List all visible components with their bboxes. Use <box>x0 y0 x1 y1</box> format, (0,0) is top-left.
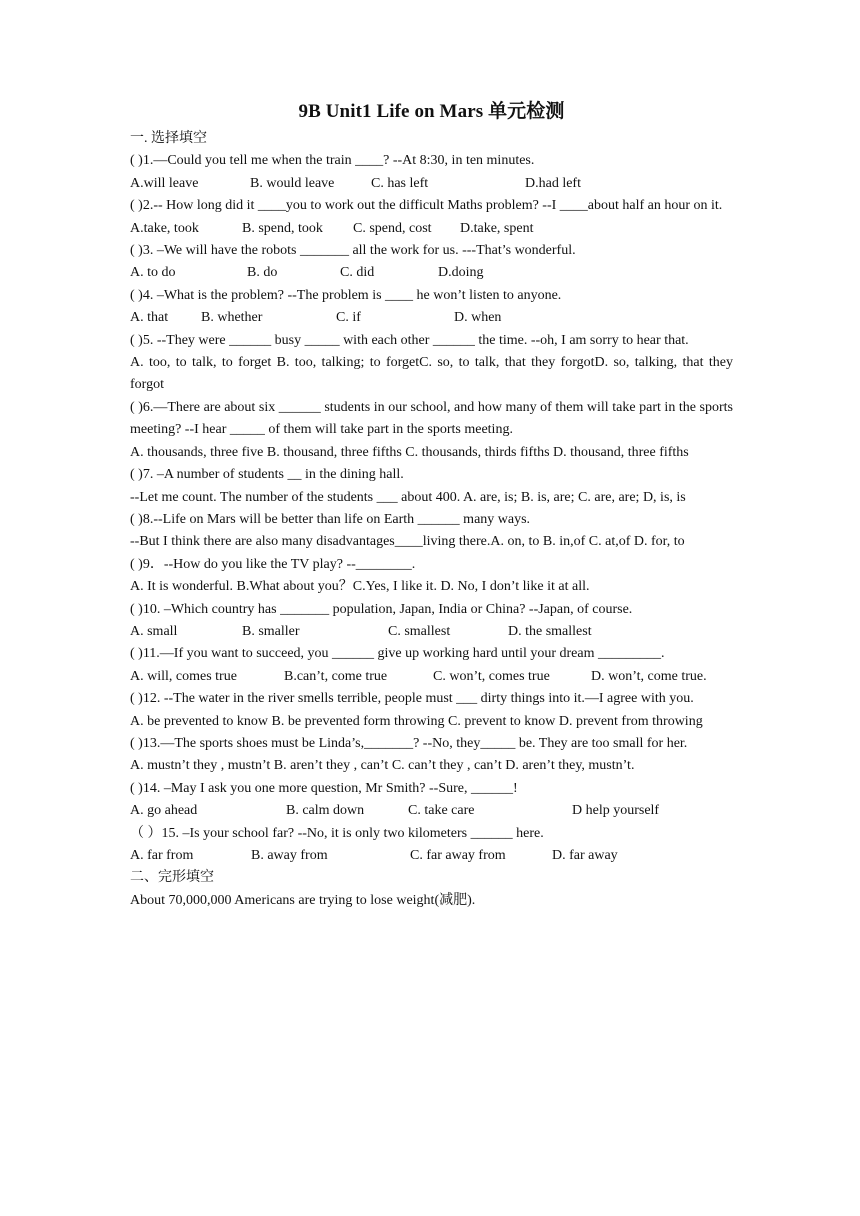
options-1 <box>130 173 733 195</box>
question-8: ( )8.--Life on Mars will be better than life on Earth ______ many ways. <box>130 511 531 527</box>
option-b: B. whether <box>201 310 263 326</box>
option-a: A. will, comes true <box>130 668 237 684</box>
option-d: D.take, spent <box>460 220 534 236</box>
question-15: （ ）15. –Is your school far? --No, it is only two kilometers ______ here. <box>130 825 544 841</box>
option-b: B. smaller <box>242 623 300 639</box>
question-7-continued: --Let me count. The number of the students ___ about 400. A. are, is; B. is, are; C. are, are; D, is, is <box>130 489 686 505</box>
option-c: C. spend, cost <box>353 220 432 236</box>
option-d: D. the smallest <box>508 623 592 639</box>
question-3: ( )3. –We will have the robots _______ all the work for us. ---That’s wonderful. <box>130 243 576 259</box>
option-a: A. to do <box>130 265 176 281</box>
option-c: C. smallest <box>388 623 451 639</box>
options-15 <box>130 845 733 867</box>
options-2 <box>130 218 733 240</box>
option-b: B. do <box>247 265 278 281</box>
option-b: B. away from <box>251 848 328 863</box>
question-7: ( )7. –A number of students __ in the dining hall. <box>130 467 404 483</box>
option-a: A. that <box>130 310 169 326</box>
question-4: ( )4. –What is the problem? --The problem is ____ he won’t listen to anyone. <box>130 287 562 303</box>
option-b: B. spend, took <box>242 220 323 236</box>
question-10: ( )10. –Which country has _______ population, Japan, India or China? --Japan, of course. <box>130 601 633 617</box>
option-c: C. take care <box>408 803 475 819</box>
question-8-continued: --But I think there are also many disadvantages____living there.A. on, to B. in,of C. at,of D. for, to <box>130 534 685 550</box>
option-d: D.had left <box>525 175 581 191</box>
option-a: A. small <box>130 623 178 639</box>
option-c: C. has left <box>371 175 429 191</box>
option-b: B. calm down <box>286 803 365 819</box>
option-c: C. far away from <box>410 848 506 863</box>
option-b: B.can’t, come true <box>284 668 388 684</box>
options-11 <box>130 666 733 688</box>
option-a: A. far from <box>130 848 194 863</box>
options-12: A. be prevented to know B. be prevented form throwing C. prevent to know D. prevent from throwing <box>130 713 703 729</box>
option-d: D. when <box>454 310 502 326</box>
options-6: A. thousands, three five B. thousand, three fifths C. thousands, thirds fifths D. thousand, three fifths <box>130 444 689 460</box>
option-a: A. go ahead <box>130 803 198 819</box>
question-14: ( )14. –May I ask you one more question, Mr Smith? --Sure, ______! <box>130 780 518 796</box>
option-d: D. won’t, come true. <box>591 668 707 684</box>
options-14 <box>130 800 733 822</box>
options-10 <box>130 621 733 643</box>
options-13: A. mustn’t they , mustn’t B. aren’t they , can’t C. can’t they , can’t D. aren’t they, mustn’t. <box>130 758 635 774</box>
options-5: A. too, to talk, to forget B. too, talking; to forgetC. so, to talk, that they forgotD. so, talking, that they forgot <box>130 355 733 393</box>
question-9: ( )9．--How do you like the TV play? --________. <box>130 556 416 572</box>
option-c: C. won’t, comes true <box>433 668 550 684</box>
section-heading-1: 一. 选择填空 <box>130 131 207 146</box>
passage-line: About 70,000,000 Americans are trying to lose weight(减肥). <box>130 892 476 908</box>
option-d: D. far away <box>552 848 618 863</box>
option-c: C. if <box>336 310 361 326</box>
option-a: A.will leave <box>130 175 199 191</box>
question-1: ( )1.—Could you tell me when the train ____? --At 8:30, in ten minutes. <box>130 153 535 169</box>
question-11: ( )11.—If you want to succeed, you ______ give up working hard until your dream _________. <box>130 646 665 662</box>
section-heading-2: 二、完形填空 <box>130 870 214 886</box>
question-13: ( )13.—The sports shoes must be Linda’s,_______? --No, they_____ be. They are too small for her. <box>130 735 688 751</box>
option-a: A.take, took <box>130 220 199 236</box>
option-b: B. would leave <box>250 175 335 191</box>
option-d: D help yourself <box>572 803 660 819</box>
options-4 <box>130 307 733 329</box>
worksheet <box>130 100 733 912</box>
question-12: ( )12. --The water in the river smells terrible, people must ___ dirty things into it.—I agree with you. <box>130 691 694 707</box>
option-c: C. did <box>340 265 375 281</box>
question-6: ( )6.—There are about six ______ students in our school, and how many of them will take part in the sports meeting? --I hear _____ of them will take part in the sports meeting. <box>130 399 733 438</box>
option-d: D.doing <box>438 265 484 281</box>
question-2: ( )2.-- How long did it ____you to work out the difficult Maths problem? --I ____about half an hour on it. <box>130 198 723 214</box>
question-5: ( )5. --They were ______ busy _____ with each other ______ the time. --oh, I am sorry to hear that. <box>130 332 689 348</box>
page-title: 9B Unit1 Life on Mars 单元检测 <box>298 101 565 122</box>
options-9: A. It is wonderful. B.What about you？C.Yes, I like it. D. No, I don’t like it at all. <box>130 579 590 595</box>
options-3 <box>130 262 733 284</box>
